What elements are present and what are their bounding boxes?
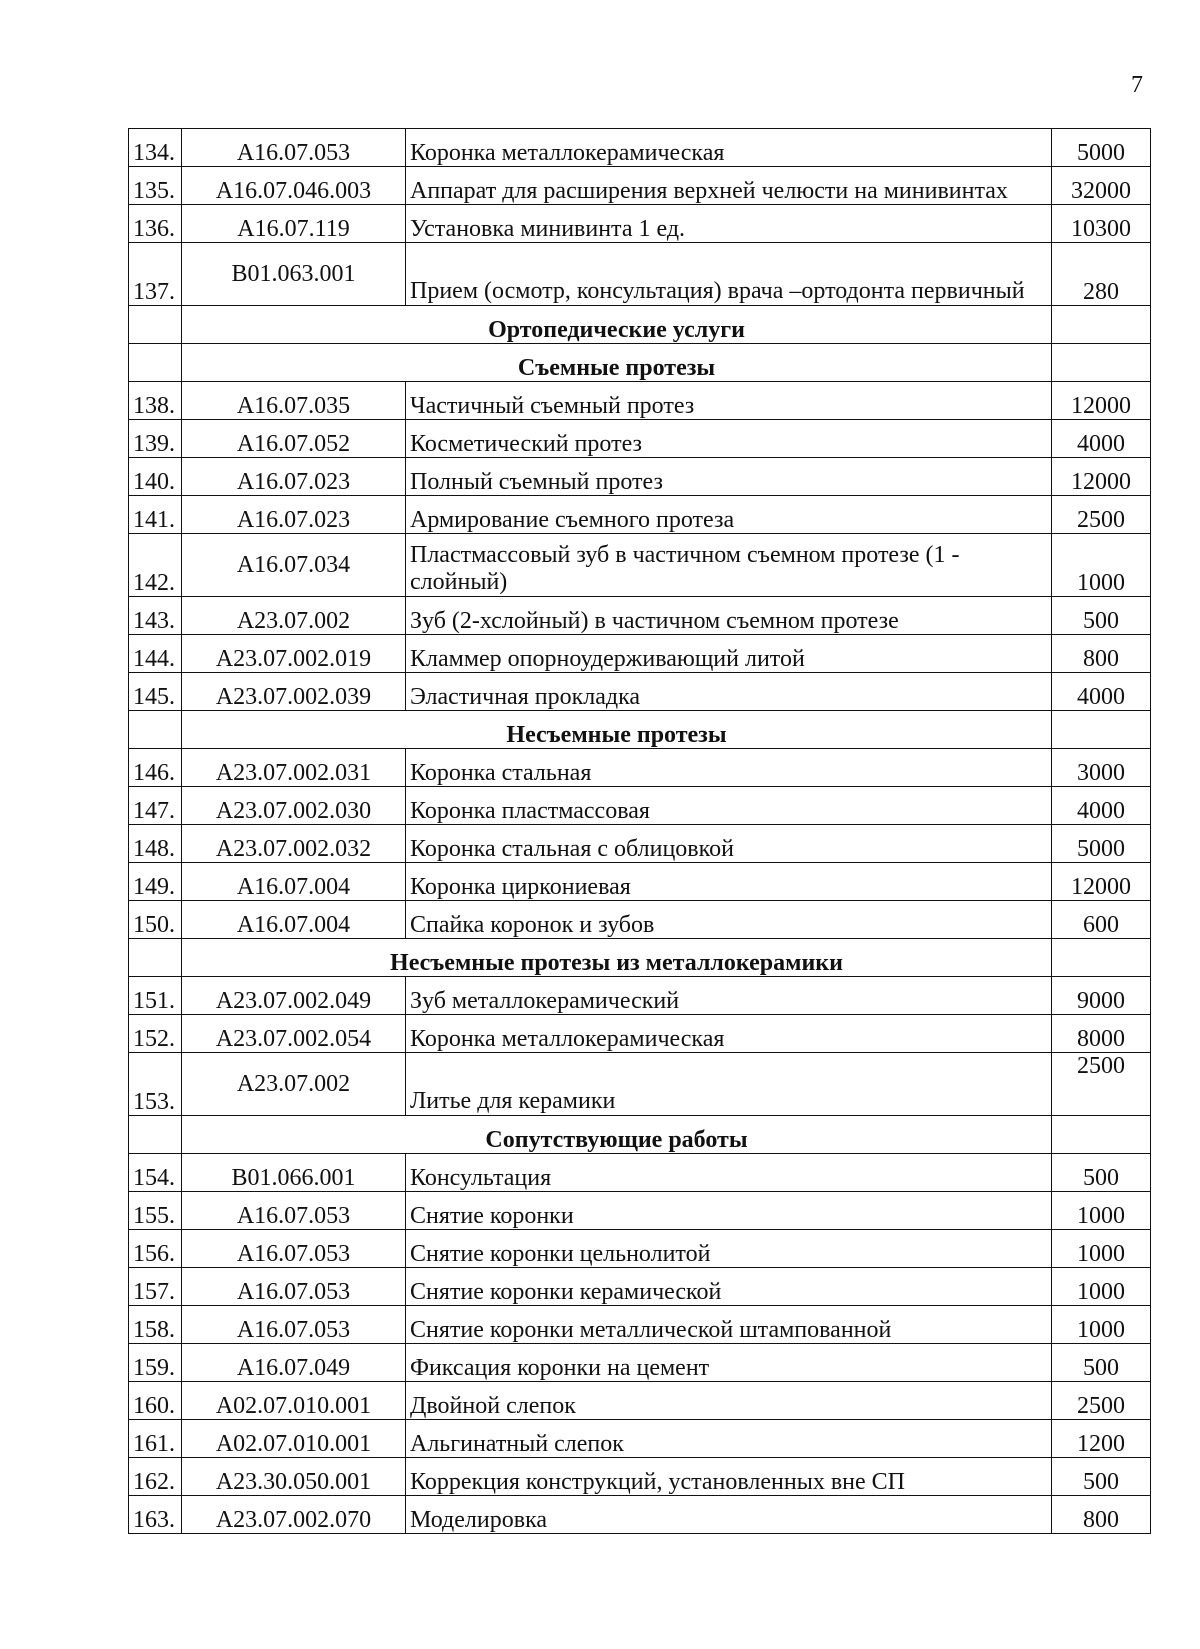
service-price: 12000 xyxy=(1052,458,1151,496)
service-name: Кламмер опорноудерживающий литой xyxy=(406,635,1052,673)
table-row xyxy=(129,1053,1151,1116)
service-price: 3000 xyxy=(1052,749,1151,787)
service-code: А23.07.002.054 xyxy=(182,1015,406,1053)
service-price: 12000 xyxy=(1052,382,1151,420)
row-number: 141. xyxy=(129,496,182,534)
service-name: Прием (осмотр, консультация) врача –ортодонта первичный xyxy=(406,243,1052,306)
price-table xyxy=(128,128,1151,1534)
table-row xyxy=(129,1306,1151,1344)
section-empty-cell xyxy=(1052,939,1151,977)
service-price: 800 xyxy=(1052,1496,1151,1534)
service-name: Консультация xyxy=(406,1154,1052,1192)
service-name: Аппарат для расширения верхней челюсти на минивинтах xyxy=(406,167,1052,205)
table-row xyxy=(129,787,1151,825)
section-title: Сопутствующие работы xyxy=(182,1116,1052,1154)
row-number: 135. xyxy=(129,167,182,205)
row-number: 152. xyxy=(129,1015,182,1053)
section-header-row xyxy=(129,1116,1151,1154)
service-code: А16.07.053 xyxy=(182,129,406,167)
service-code: А16.07.004 xyxy=(182,863,406,901)
table-row xyxy=(129,1420,1151,1458)
service-price: 280 xyxy=(1052,243,1151,306)
row-number: 148. xyxy=(129,825,182,863)
service-name: Косметический протез xyxy=(406,420,1052,458)
section-title: Несъемные протезы xyxy=(182,711,1052,749)
table-row xyxy=(129,1268,1151,1306)
section-empty-cell xyxy=(129,306,182,344)
table-row xyxy=(129,901,1151,939)
table-row xyxy=(129,420,1151,458)
section-title: Несъемные протезы из металлокерамики xyxy=(182,939,1052,977)
service-name: Зуб (2-хслойный) в частичном съемном протезе xyxy=(406,597,1052,635)
table-row xyxy=(129,382,1151,420)
row-number: 151. xyxy=(129,977,182,1015)
service-price: 9000 xyxy=(1052,977,1151,1015)
table-row xyxy=(129,205,1151,243)
row-number: 154. xyxy=(129,1154,182,1192)
table-row xyxy=(129,1344,1151,1382)
service-price: 500 xyxy=(1052,1458,1151,1496)
row-number: 161. xyxy=(129,1420,182,1458)
service-price: 5000 xyxy=(1052,825,1151,863)
service-code: А23.07.002 xyxy=(182,1053,406,1116)
row-number: 136. xyxy=(129,205,182,243)
row-number: 134. xyxy=(129,129,182,167)
table-row xyxy=(129,597,1151,635)
service-price: 32000 xyxy=(1052,167,1151,205)
section-empty-cell xyxy=(129,1116,182,1154)
service-code: А16.07.053 xyxy=(182,1268,406,1306)
service-name: Эластичная прокладка xyxy=(406,673,1052,711)
service-code: А16.07.053 xyxy=(182,1192,406,1230)
row-number: 149. xyxy=(129,863,182,901)
table-row xyxy=(129,1015,1151,1053)
service-code: А16.07.053 xyxy=(182,1230,406,1268)
table-row xyxy=(129,1382,1151,1420)
row-number: 137. xyxy=(129,243,182,306)
service-name: Пластмассовый зуб в частичном съемном протезе (1 - слойный) xyxy=(406,534,1052,597)
row-number: 160. xyxy=(129,1382,182,1420)
service-price: 600 xyxy=(1052,901,1151,939)
service-name: Полный съемный протез xyxy=(406,458,1052,496)
table-row xyxy=(129,129,1151,167)
row-number: 140. xyxy=(129,458,182,496)
page-number: 7 xyxy=(1131,72,1143,98)
service-code: А16.07.034 xyxy=(182,534,406,597)
table-row xyxy=(129,1458,1151,1496)
service-price: 12000 xyxy=(1052,863,1151,901)
service-price: 1000 xyxy=(1052,1192,1151,1230)
service-code: А23.07.002 xyxy=(182,597,406,635)
service-name: Установка минивинта 1 ед. xyxy=(406,205,1052,243)
service-price: 2500 xyxy=(1052,1053,1151,1116)
row-number: 147. xyxy=(129,787,182,825)
table-row xyxy=(129,1496,1151,1534)
service-code: А23.07.002.031 xyxy=(182,749,406,787)
service-price: 1000 xyxy=(1052,1230,1151,1268)
section-empty-cell xyxy=(129,711,182,749)
service-code: А23.07.002.019 xyxy=(182,635,406,673)
section-empty-cell xyxy=(129,344,182,382)
service-name: Коррекция конструкций, установленных вне СП xyxy=(406,1458,1052,1496)
service-name: Частичный съемный протез xyxy=(406,382,1052,420)
service-price: 4000 xyxy=(1052,673,1151,711)
service-price: 5000 xyxy=(1052,129,1151,167)
service-name: Армирование съемного протеза xyxy=(406,496,1052,534)
row-number: 155. xyxy=(129,1192,182,1230)
table-row xyxy=(129,825,1151,863)
table-row xyxy=(129,458,1151,496)
service-code: А16.07.035 xyxy=(182,382,406,420)
service-price: 500 xyxy=(1052,1154,1151,1192)
service-price: 1000 xyxy=(1052,534,1151,597)
table-row xyxy=(129,1192,1151,1230)
table-row xyxy=(129,673,1151,711)
service-name: Двойной слепок xyxy=(406,1382,1052,1420)
service-name: Снятие коронки керамической xyxy=(406,1268,1052,1306)
service-name: Фиксация коронки на цемент xyxy=(406,1344,1052,1382)
section-header-row xyxy=(129,939,1151,977)
service-code: А23.30.050.001 xyxy=(182,1458,406,1496)
service-code: А23.07.002.032 xyxy=(182,825,406,863)
row-number: 143. xyxy=(129,597,182,635)
service-code: В01.063.001 xyxy=(182,243,406,306)
service-name: Моделировка xyxy=(406,1496,1052,1534)
service-code: В01.066.001 xyxy=(182,1154,406,1192)
service-name: Снятие коронки цельнолитой xyxy=(406,1230,1052,1268)
service-code: А16.07.049 xyxy=(182,1344,406,1382)
row-number: 138. xyxy=(129,382,182,420)
service-price: 1000 xyxy=(1052,1306,1151,1344)
service-code: А02.07.010.001 xyxy=(182,1382,406,1420)
service-code: А16.07.023 xyxy=(182,458,406,496)
service-name: Коронка циркониевая xyxy=(406,863,1052,901)
section-header-row xyxy=(129,344,1151,382)
row-number: 144. xyxy=(129,635,182,673)
row-number: 142. xyxy=(129,534,182,597)
service-name: Литье для керамики xyxy=(406,1053,1052,1116)
table-row xyxy=(129,1154,1151,1192)
service-code: А16.07.046.003 xyxy=(182,167,406,205)
table-row xyxy=(129,635,1151,673)
service-price: 800 xyxy=(1052,635,1151,673)
service-code: А16.07.023 xyxy=(182,496,406,534)
service-name: Зуб металлокерамический xyxy=(406,977,1052,1015)
row-number: 157. xyxy=(129,1268,182,1306)
service-code: А02.07.010.001 xyxy=(182,1420,406,1458)
row-number: 145. xyxy=(129,673,182,711)
section-empty-cell xyxy=(1052,344,1151,382)
service-code: А16.07.119 xyxy=(182,205,406,243)
row-number: 156. xyxy=(129,1230,182,1268)
row-number: 162. xyxy=(129,1458,182,1496)
service-name: Спайка коронок и зубов xyxy=(406,901,1052,939)
row-number: 159. xyxy=(129,1344,182,1382)
service-name: Коронка пластмассовая xyxy=(406,787,1052,825)
service-code: А23.07.002.030 xyxy=(182,787,406,825)
service-code: А23.07.002.049 xyxy=(182,977,406,1015)
row-number: 153. xyxy=(129,1053,182,1116)
table-row xyxy=(129,534,1151,597)
service-price: 1000 xyxy=(1052,1268,1151,1306)
service-name: Коронка металлокерамическая xyxy=(406,129,1052,167)
service-code: А16.07.004 xyxy=(182,901,406,939)
service-name: Коронка металлокерамическая xyxy=(406,1015,1052,1053)
service-code: А23.07.002.070 xyxy=(182,1496,406,1534)
service-name: Коронка стальная xyxy=(406,749,1052,787)
service-name: Снятие коронки металлической штампованной xyxy=(406,1306,1052,1344)
section-empty-cell xyxy=(1052,1116,1151,1154)
service-code: А23.07.002.039 xyxy=(182,673,406,711)
section-empty-cell xyxy=(129,939,182,977)
table-row xyxy=(129,243,1151,306)
table-row xyxy=(129,496,1151,534)
row-number: 158. xyxy=(129,1306,182,1344)
service-name: Коронка стальная с облицовкой xyxy=(406,825,1052,863)
table-row xyxy=(129,167,1151,205)
table-row xyxy=(129,977,1151,1015)
table-row xyxy=(129,863,1151,901)
service-price: 4000 xyxy=(1052,420,1151,458)
service-name: Снятие коронки xyxy=(406,1192,1052,1230)
price-table-body xyxy=(129,129,1151,1534)
service-name: Альгинатный слепок xyxy=(406,1420,1052,1458)
row-number: 150. xyxy=(129,901,182,939)
service-price: 8000 xyxy=(1052,1015,1151,1053)
service-code: А16.07.052 xyxy=(182,420,406,458)
service-price: 10300 xyxy=(1052,205,1151,243)
service-price: 2500 xyxy=(1052,1382,1151,1420)
section-empty-cell xyxy=(1052,711,1151,749)
section-header-row xyxy=(129,306,1151,344)
service-price: 500 xyxy=(1052,1344,1151,1382)
section-empty-cell xyxy=(1052,306,1151,344)
row-number: 163. xyxy=(129,1496,182,1534)
service-price: 1200 xyxy=(1052,1420,1151,1458)
row-number: 146. xyxy=(129,749,182,787)
service-price: 4000 xyxy=(1052,787,1151,825)
service-code: А16.07.053 xyxy=(182,1306,406,1344)
section-header-row xyxy=(129,711,1151,749)
service-price: 2500 xyxy=(1052,496,1151,534)
service-price: 500 xyxy=(1052,597,1151,635)
section-title: Съемные протезы xyxy=(182,344,1052,382)
table-row xyxy=(129,1230,1151,1268)
row-number: 139. xyxy=(129,420,182,458)
section-title: Ортопедические услуги xyxy=(182,306,1052,344)
table-row xyxy=(129,749,1151,787)
